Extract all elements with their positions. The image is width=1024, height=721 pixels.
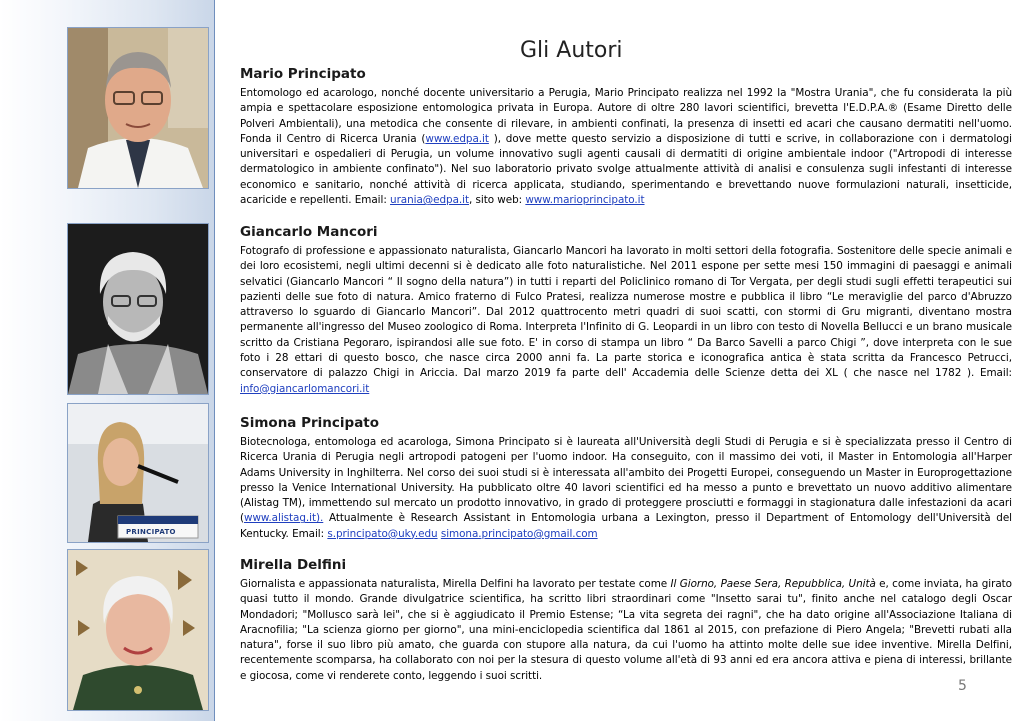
author-name: Mirella Delfini <box>240 557 347 573</box>
author-name: Mario Principato <box>240 66 366 82</box>
email-link[interactable]: urania@edpa.it <box>390 194 470 207</box>
website-link[interactable]: www.marioprincipato.it <box>525 194 645 207</box>
name-badge-text: PRINCIPATO <box>126 528 176 536</box>
page-title: Gli Autori <box>520 38 623 63</box>
photo-simona-principato <box>67 403 209 543</box>
photo-mirella-delfini <box>67 549 209 711</box>
author-bio: Fotografo di professione e appassionato naturalista, Giancarlo Mancori ha lavorato in molti settori della fotografia. Sostenitore delle specie animali e dei loro ecosistemi, negli ultimi decenni si è dedicato alle foto naturalistiche. Nel 2011 espone per sette mesi 150 immagini di paesaggi e animali selvatici (Giancarlo Mancori “ Il sogno della natura”) in tutti i reparti del Policlinico romano di Tor Vergata, per degli studi sugli effetti terapeutici sui pazienti delle sue foto di natura. Amico fraterno di Fulco Pratesi, realizza numerose mostre e pubblica il libro “Le meraviglie del parco d'Abruzzo attraverso lo sguardo di Giancarlo Mancori”. Dal 2012 quattrocento metri quadri di suoi scatti, con stormi di Gru migranti, diventano mostra permanente all'ingresso del Museo zoologico di Roma. Interpreta l'Infinito di G. Leopardi in un libro con testo di Novella Bellucci e un brano musicale scritto da Cristiana Pegoraro, ispirandosi alle sue foto. E' in corso di stampa un libro “ Da Barco Savelli a parco Chigi ”, dove interpreta con le sue foto i 28 ettari di questo bosco, che nasce circa 2000 anni fa. La parte storica e iconografica antica è stata scritta da Francesco Petrucci, conservatore di palazzo Chigi in Ariccia. Dal marzo 2019 fa parte dell' Accademia delle Scienze detta dei XL ( che nasce nel 1782 ). Email: info@giancarlomancori.it <box>240 245 1012 395</box>
photo-giancarlo-mancori <box>67 223 209 395</box>
author-block-simona-principato <box>240 415 1012 542</box>
author-name: Giancarlo Mancori <box>240 224 378 240</box>
sidebar-divider <box>214 0 215 721</box>
email-link[interactable]: s.principato@uky.edu <box>327 527 438 540</box>
photo-mario-principato <box>67 27 209 189</box>
email-link[interactable]: simona.principato@gmail.com <box>440 527 598 540</box>
author-name: Simona Principato <box>240 415 380 431</box>
website-link[interactable]: www.edpa.it <box>425 132 489 145</box>
author-bio: Entomologo ed acarologo, nonché docente universitario a Perugia, Mario Principato realizza nel 1992 la "Mostra Urania", che fu considerata la più ampia e spettacolare esposizione entomologica privata in Europa. Autore di oltre 280 lavori scientifici, brevetta l'E.D.P.A.® (Esame Diretto delle Polveri Ambientali), una metodica che consente di rilevare, in ambienti confinati, la presenza di insetti ed acari che causano dermatiti nell'uomo. Fonda il Centro di Ricerca Urania (www.edpa.it ), dove mette questo servizio a disposizione di tutti e scrive, in collaborazione con i dermatologi universitari e ospedalieri di Perugia, un volume innovativo sugli agenti causali di dermatiti di origine ambientale indoor ("Artropodi di interesse dermatologico in ambiente confinato"). Nel suo laboratorio privato svolge attualmente attività di analisi e consulenza sugli infestanti di interesse economico e sanitario, nonché attività di ricerca applicata, studiando, sperimentando e brevettando nuove formulazioni naturali, insetticide, acaricide e repellenti. Email: urania@edpa.it, sito web: www.marioprincipato.it <box>240 87 1012 207</box>
author-block-mario-principato <box>240 66 1012 208</box>
page-number: 5 <box>958 678 967 694</box>
author-bio: Giornalista e appassionata naturalista, Mirella Delfini ha lavorato per testate come Il Giorno, Paese Sera, Repubblica, Unità e, come inviata, ha girato quasi tutto il mondo. Grande divulgatrice scientifica, ha scritto libri straordinari come "Insetto sarai tu", finito anche nel catalogo degli Oscar Mondadori; "Mollusco sarà lei", che si è aggiudicato il Premio Estense; “La vita segreta dei ragni", che ha dato origine all'Associazione Italiana di Aracnofilia; "La scienza giorno per giorno", una mini-enciclopedia scientifica dal 1861 al 2015, con prefazione di Piero Angela; "Brevetti rubati alla natura", forse il suo libro più amato, che guarda con stupore alla natura, da cui l'uomo ha attinto molte delle sue idee inventive. Mirella Delfini, recentemente scomparsa, ha collaborato con noi per la stesura di questo volume all'età di 93 anni ed era ancora attiva e piena di interessi, brillante e giocosa, come vi renderete conto, leggendo i suoi scritti. <box>240 578 1012 682</box>
website-link[interactable]: www.alistag.it). <box>244 512 324 525</box>
author-bio: Biotecnologa, entomologa ed acarologa, Simona Principato si è laureata all'Università degli Studi di Perugia e si è specializzata presso il Centro di Ricerca Urania di Perugia negli artropodi patogeni per l'uomo indoor. Ha conseguito, con il massimo dei voti, il Master in Entomologia all'Harper Adams University in Inghilterra. Nel corso dei suoi studi si è interessata all'ambito dei Progetti Europei, conseguendo un Master in Europrogettazione presso la Venice International University. Ha pubblicato oltre 40 lavori scientifici ed ha messo a punto e brevettato un nuovo additivo alimentare (Alistag TM), immettendo sul mercato un prodotto innovativo, in grado di proteggere prosciutti e formaggi in stagionatura dalle infestazioni da acari (www.alistag.it). Attualmente è Research Assistant in Entomologia urbana a Lexington, presso il Department of Entomology dell'Università del Kentucky. Email: s.principato@uky.edu simona.principato@gmail.com <box>240 436 1012 540</box>
email-link[interactable]: info@giancarlomancori.it <box>240 382 370 395</box>
author-block-giancarlo-mancori <box>240 224 1012 397</box>
author-block-mirella-delfini <box>240 557 1012 684</box>
